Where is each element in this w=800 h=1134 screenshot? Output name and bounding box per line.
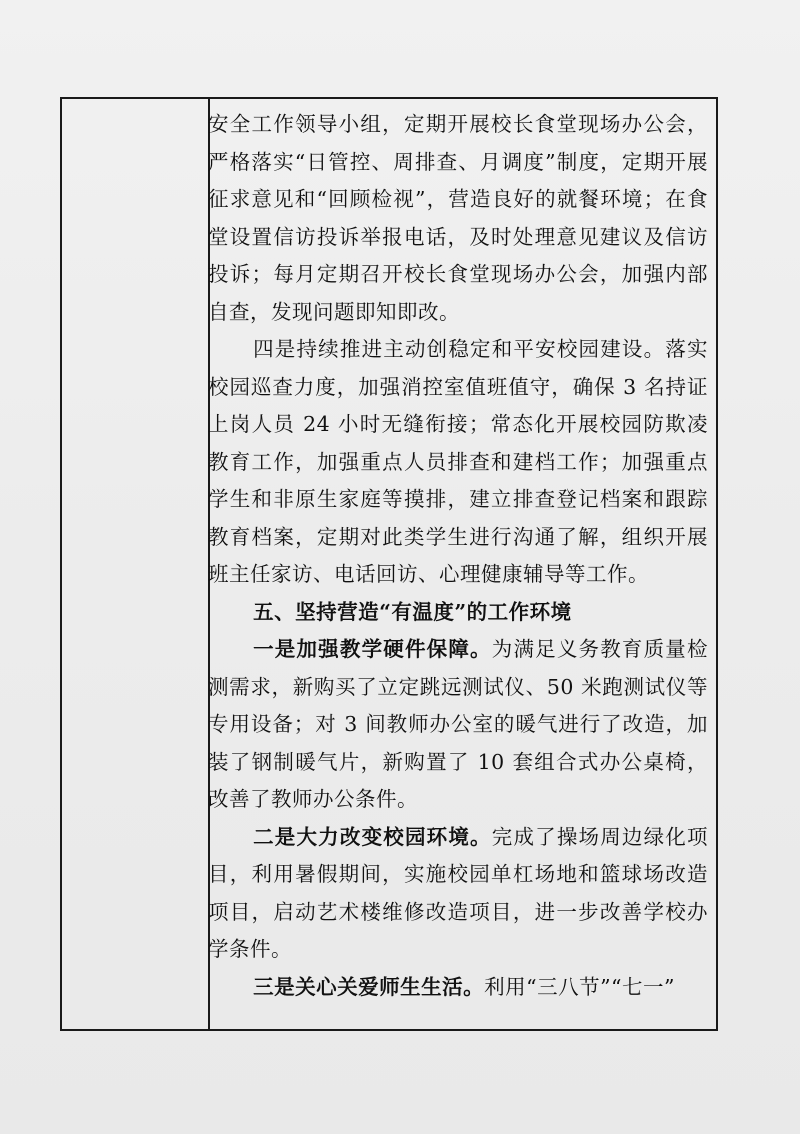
paragraph-care-life <box>208 969 708 1007</box>
paragraph-cafeteria-safety <box>208 106 708 331</box>
paragraph-teaching-hardware <box>208 631 708 819</box>
paragraph-text: 完成了操场周边绿化项目，利用暑假期间，实施校园单杠场地和篮球场改造项目，启动艺术楼维修改造项目，进一步改善学校办学条件。 <box>208 824 709 961</box>
paragraph-text: 安全工作领导小组，定期开展校长食堂现场办公会，严格落实“日管控、周排查、月调度”制度，定期开展征求意见和“回顾检视”，营造良好的就餐环境；在食堂设置信访投诉举报电话，及时处理意见建议及信访投诉；每月定期召开校长食堂现场办公会，加强内部自查，发现问题即知即改。 <box>208 112 708 324</box>
paragraph-lead: 一是加强教学硬件保障。 <box>253 637 492 661</box>
paragraph-lead: 二是大力改变校园环境。 <box>253 824 492 849</box>
paragraph-text: 落实校园巡查力度，加强消控室值班值守，确保 3 名持证上岗人员 24 小时无缝衔接；常态化开展校园防欺凌教育工作，加强重点人员排查和建档工作；加强重点学生和非原生家庭等摸排，建立排查登记档案和跟踪教育档案，定期对此类学生进行沟通了解，组织开展班主任家访、电话回访、心理健康辅导等工作。 <box>208 337 709 586</box>
paragraph-campus-environment <box>208 819 708 969</box>
paragraph-text: 利用“三八节”“七一” <box>484 974 676 999</box>
paragraph-lead: 四是持续推进主动创稳定和平安校园建设。 <box>253 337 666 361</box>
paragraph-safe-campus <box>208 331 708 594</box>
paragraph-text: 为满足义务教育质量检测需求，新购买了立定跳远测试仪、50 米跑测试仪等专用设备；对 3 间教师办公室的暖气进行了改造，加装了钢制暖气片，新购置了 10 套组合式办公桌椅，改善了教师办公条件。 <box>208 637 709 811</box>
table-content-cell <box>208 106 708 1006</box>
section-heading: 五、坚持营造“有温度”的工作环境 <box>253 599 572 624</box>
paragraph-lead: 三是关心关爱师生生活。 <box>253 974 485 999</box>
